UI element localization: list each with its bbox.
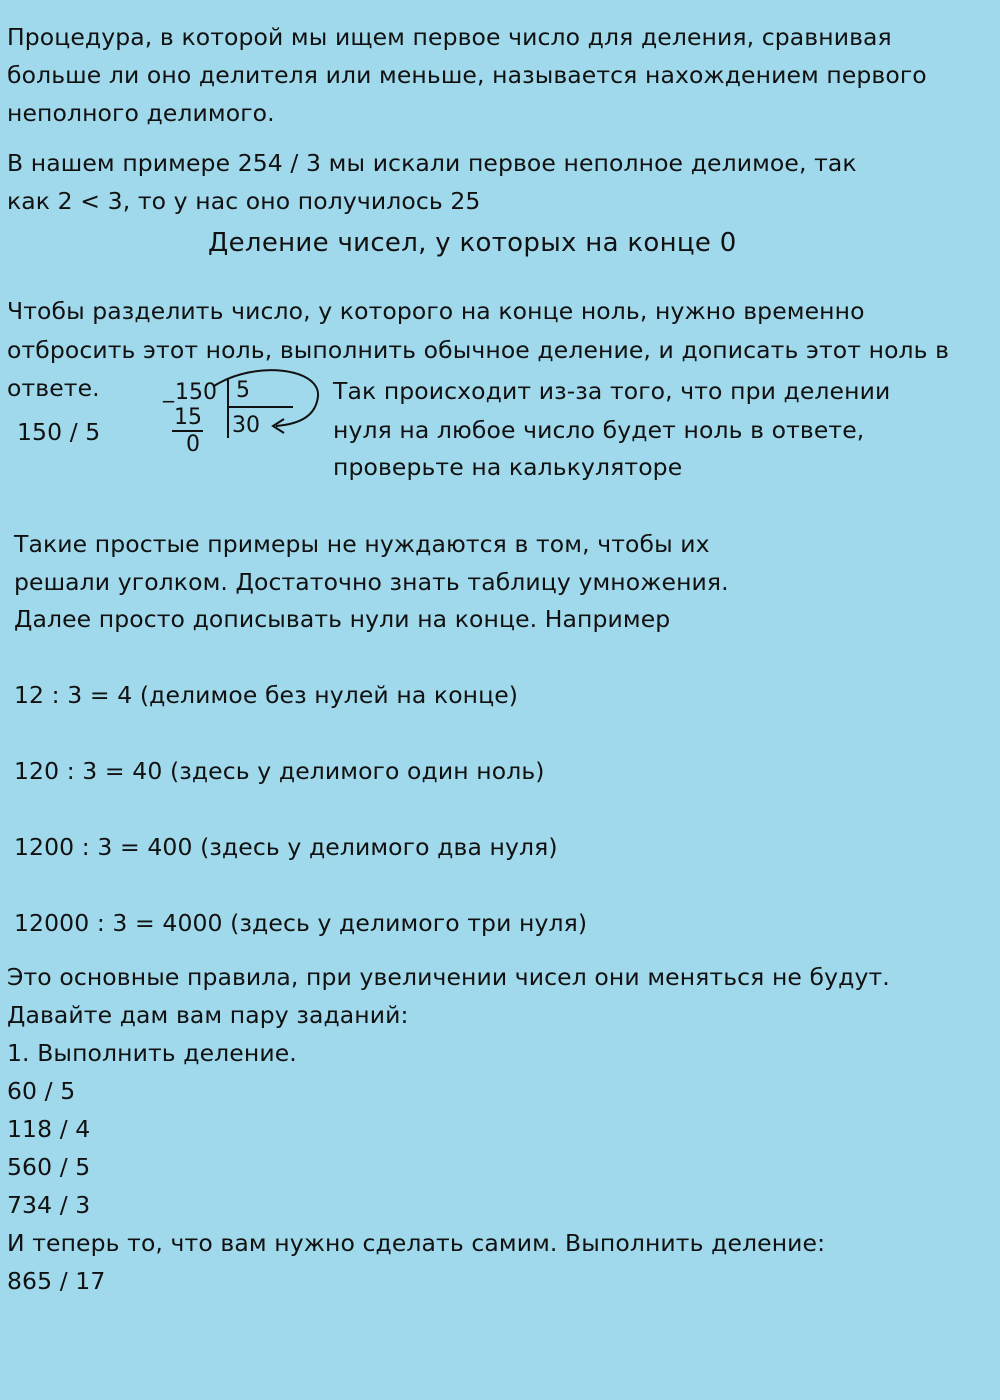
- task-heading: 1. Выполнить деление.: [7, 1039, 297, 1067]
- divisor: 5: [236, 378, 250, 403]
- subtrahend: 15: [174, 405, 202, 430]
- example-line-2: как 2 < 3, то у нас оно получилось 25: [7, 187, 481, 215]
- example-equation: 1200 : 3 = 400 (здесь у делимого два нуля): [14, 833, 558, 861]
- quotient: 30: [232, 413, 260, 438]
- example-line-1: В нашем примере 254 / 3 мы искали первое неполное делимое, так: [7, 149, 857, 177]
- note-line-1: Так происходит из-за того, что при делении: [333, 377, 891, 405]
- rule-line-3: ответе.: [7, 374, 100, 402]
- remainder: 0: [186, 432, 200, 457]
- intro-line-3: неполного делимого.: [7, 99, 275, 127]
- note-line-2: нуля на любое число будет ноль в ответе,: [333, 416, 865, 444]
- curved-arrow: [214, 370, 318, 426]
- example-equation: 12000 : 3 = 4000 (здесь у делимого три нуля): [14, 909, 588, 937]
- simple-line-2: решали уголком. Достаточно знать таблицу умножения.: [14, 568, 729, 596]
- intro-line-2: больше ли оно делителя или меньше, называется нахождением первого: [7, 61, 927, 89]
- closing-line-1: Это основные правила, при увеличении чисел они меняться не будут.: [7, 963, 890, 991]
- dividend: 150: [175, 380, 217, 405]
- example-equation: 120 : 3 = 40 (здесь у делимого один ноль): [14, 757, 545, 785]
- task-item: 60 / 5: [7, 1077, 76, 1105]
- minus-sign: _: [163, 378, 174, 403]
- intro-line-1: Процедура, в которой мы ищем первое число для деления, сравнивая: [7, 23, 892, 51]
- task-item: 734 / 3: [7, 1191, 91, 1219]
- self-task-heading: И теперь то, что вам нужно сделать самим. Выполнить деление:: [7, 1229, 826, 1257]
- simple-line-1: Такие простые примеры не нуждаются в том, чтобы их: [14, 530, 710, 558]
- self-task-item: 865 / 17: [7, 1267, 106, 1295]
- closing-line-2: Давайте дам вам пару заданий:: [7, 1001, 409, 1029]
- example-equation: 12 : 3 = 4 (делимое без нулей на конце): [14, 681, 519, 709]
- simple-line-3: Далее просто дописывать нули на конце. Например: [14, 605, 671, 633]
- task-item: 118 / 4: [7, 1115, 91, 1143]
- rule-line-2: отбросить этот ноль, выполнить обычное деление, и дописать этот ноль в: [7, 336, 950, 364]
- note-line-3: проверьте на калькуляторе: [333, 453, 683, 481]
- task-item: 560 / 5: [7, 1153, 91, 1181]
- section-title: Деление чисел, у которых на конце 0: [208, 228, 737, 258]
- worked-expression: 150 / 5: [17, 418, 101, 446]
- rule-line-1: Чтобы разделить число, у которого на конце ноль, нужно временно: [7, 297, 865, 325]
